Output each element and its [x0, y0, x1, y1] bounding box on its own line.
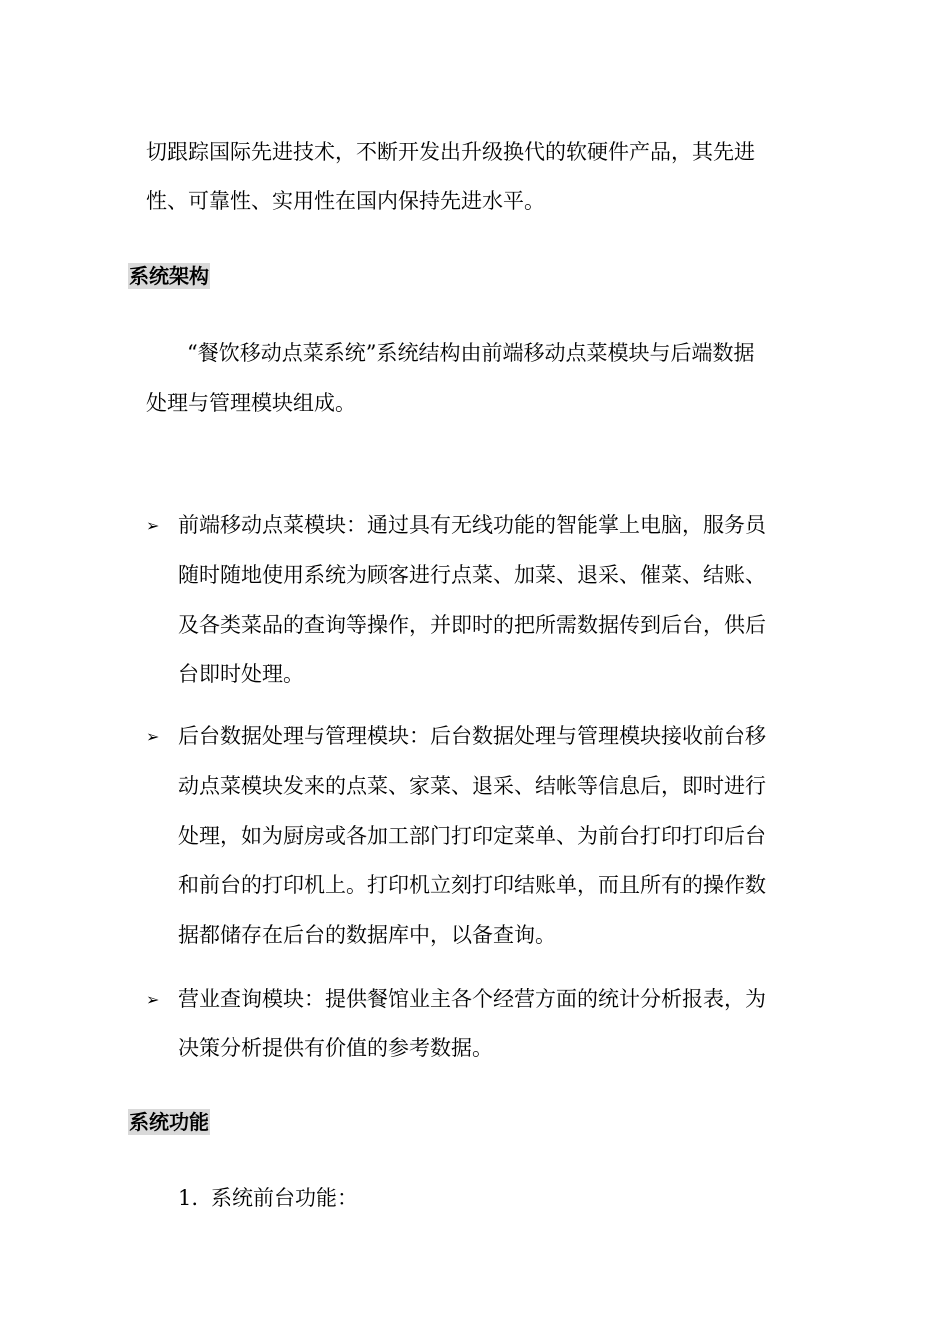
module-item-line: 及各类菜品的查询等操作，并即时的把所需数据传到后台，供后 [178, 613, 766, 637]
module-item-line: 动点菜模块发来的点菜、家菜、退采、结帐等信息后，即时进行 [178, 774, 766, 798]
module-item-line: 台即时处理。 [178, 662, 304, 686]
arrow-bullet-icon: ➢ [146, 727, 160, 746]
section-heading-architecture: 系统架构 [129, 264, 209, 288]
module-item-line: 前端移动点菜模块：通过具有无线功能的智能掌上电脑，服务员 [178, 513, 766, 537]
module-item-line: 据都储存在后台的数据库中，以备查询。 [178, 923, 556, 947]
module-item-line: 决策分析提供有价值的参考数据。 [178, 1036, 493, 1060]
section-heading-functions: 系统功能 [129, 1110, 209, 1134]
intro-line: 切跟踪国际先进技术，不断开发出升级换代的软硬件产品，其先进 [146, 140, 755, 164]
module-item-line: 后台数据处理与管理模块：后台数据处理与管理模块接收前台移 [178, 724, 766, 748]
module-item-line: 和前台的打印机上。打印机立刻打印结账单，而且所有的操作数 [178, 873, 766, 897]
architecture-paragraph-line: “餐饮移动点菜系统”系统结构由前端移动点菜模块与后端数据 [187, 341, 755, 365]
list-item-text: 系统前台功能： [211, 1186, 358, 1210]
architecture-paragraph-line: 处理与管理模块组成。 [146, 391, 356, 415]
list-number: 1. [178, 1186, 199, 1210]
arrow-bullet-icon: ➢ [146, 990, 160, 1009]
module-item-line: 随时随地使用系统为顾客进行点菜、加菜、退采、催菜、结账、 [178, 563, 766, 587]
module-item-line: 处理，如为厨房或各加工部门打印定菜单、为前台打印打印后台 [178, 824, 766, 848]
intro-line: 性、可靠性、实用性在国内保持先进水平。 [146, 189, 545, 213]
module-item-line: 营业查询模块：提供餐馆业主各个经营方面的统计分析报表，为 [178, 987, 766, 1011]
arrow-bullet-icon: ➢ [146, 516, 160, 535]
